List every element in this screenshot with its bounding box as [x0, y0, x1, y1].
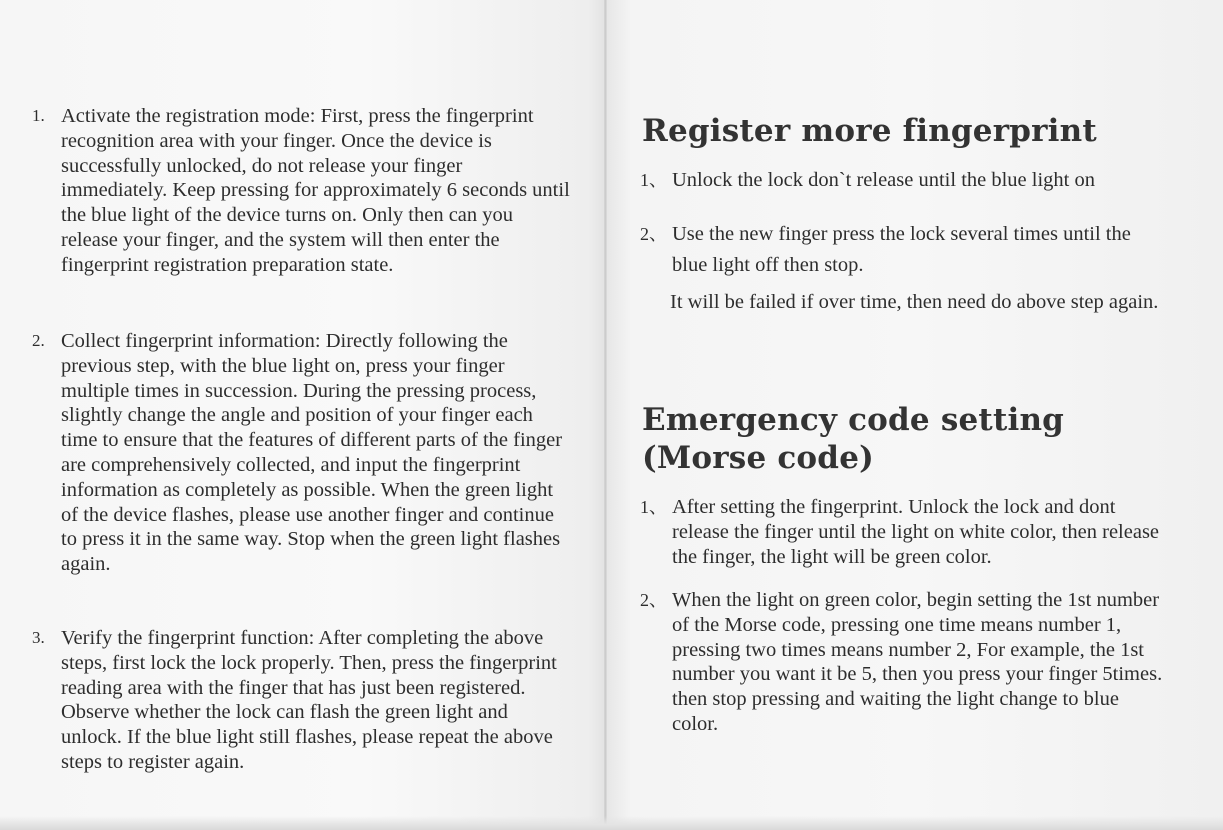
list-number: 1、 [640, 497, 667, 517]
emergency-heading-line-1: Emergency code setting [642, 402, 1065, 438]
list-item-text: After setting the fingerprint. Unlock the lock and dont release the finger until the light on white color, then release the finger, the light will be green color. [672, 496, 1160, 568]
list-number: 1. [32, 106, 45, 125]
list-item-text: Collect fingerprint information: Directly following the previous step, with the blue light on, press your finger multiple times in succession. During the pressing process, slightly change the angle and position of your finger each time to ensure that the features of different parts of the finger are comprehensively collected, and input the fingerprint information as completely as possible. When the green light of the device flashes, please use another finger and continue to press it in the same way. Stop when the green light flashes again. [61, 330, 563, 576]
list-item-text: Use the new finger press the lock several times until the blue light off then stop. [672, 223, 1131, 276]
list-item-text: Activate the registration mode: First, press the fingerprint recognition area with your finger. Once the device is successfully unlocked, do not release your finger immediately. Keep pressing for approximately 6 seconds until the blue light of the device turns on. Only then can you release your finger, and the system will then enter the fingerprint registration preparation state. [61, 105, 570, 276]
list-item-text: Verify the fingerprint function: After completing the above steps, first lock the lock properly. Then, press the fingerprint reading area with the finger that has just been registered. Observe whether the lock can flash the green light and unlock. If the blue light still flashes, please repeat the above steps to register again. [61, 627, 557, 773]
register-heading: Register more fingerprint [642, 113, 1097, 149]
register-note: It will be failed if over time, then need do above step again. [670, 291, 1159, 313]
page-spine [604, 0, 607, 830]
emergency-heading-line-2: (Morse code) [642, 440, 874, 476]
list-number: 2、 [640, 590, 667, 610]
list-number: 3. [32, 628, 45, 647]
page-bottom-edge [0, 816, 1223, 830]
list-number: 2. [32, 331, 45, 350]
list-item-text: Unlock the lock don`t release until the blue light on [672, 169, 1095, 191]
list-number: 1、 [640, 170, 667, 190]
list-number: 2、 [640, 224, 667, 244]
list-item-text: When the light on green color, begin setting the 1st number of the Morse code, pressing one time means number 1, pressing two times means number 2, For example, the 1st number you want it be 5, then you press your finger 5times. then stop pressing and waiting the light change to blue color. [672, 589, 1163, 735]
